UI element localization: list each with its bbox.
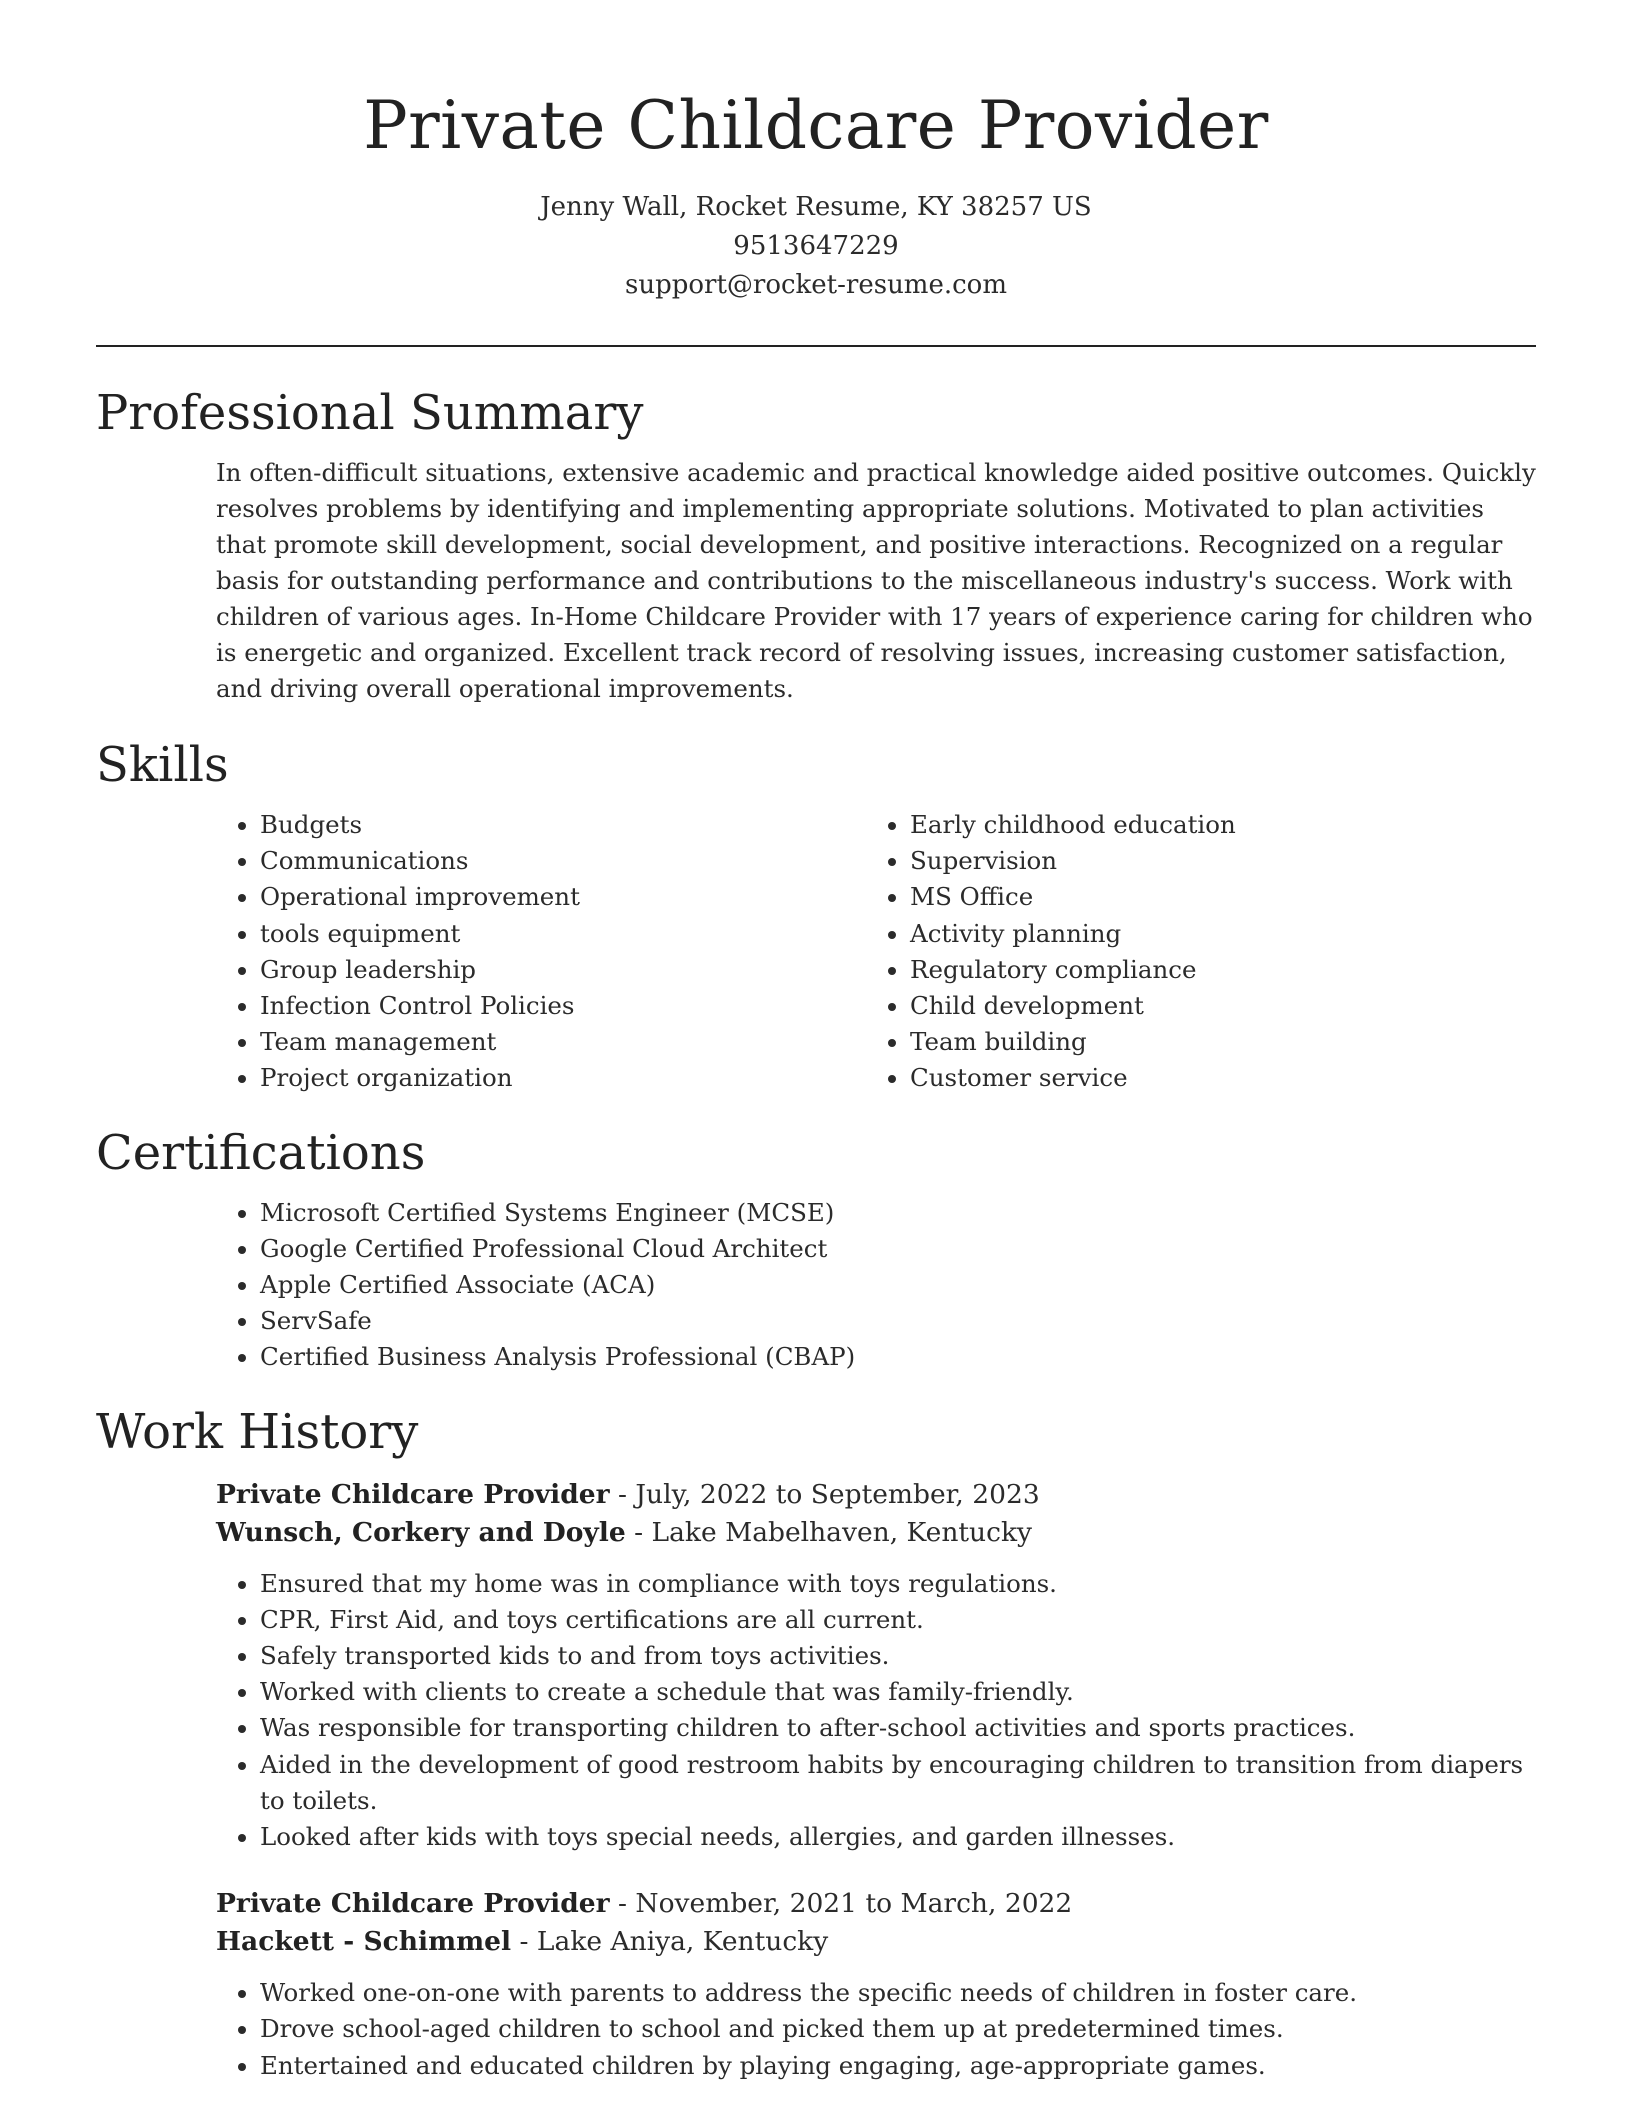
skill-item: • Communications <box>260 843 866 879</box>
summary-section <box>96 383 1536 707</box>
job-bullets <box>216 1975 1536 2084</box>
job-bullet: • Safely transported kids to and from toys activities. <box>260 1638 1536 1674</box>
header-divider <box>96 345 1536 347</box>
job-bullets <box>216 1566 1536 1856</box>
skill-item: • Supervision <box>910 843 1516 879</box>
work-history-heading: Work History <box>96 1403 419 1460</box>
contact-phone: 9513647229 <box>733 231 899 261</box>
certification-item: • Certified Business Analysis Professional (CBAP) <box>260 1339 1536 1375</box>
skills-section <box>96 735 1536 1097</box>
certifications-section <box>96 1123 1536 1376</box>
work-history-section <box>96 1402 1536 2084</box>
contact-address: Jenny Wall, Rocket Resume, KY 38257 US <box>540 192 1092 222</box>
job-location: - Lake Aniya, Kentucky <box>511 1926 829 1958</box>
skills-list-right <box>866 807 1516 1097</box>
skill-item: • Operational improvement <box>260 879 866 915</box>
job-bullet: • Was responsible for transporting children to after-school activities and sports practices. <box>260 1710 1536 1746</box>
skill-item: • MS Office <box>910 879 1516 915</box>
job-bullets-wrap <box>216 1566 1536 1856</box>
skill-item: • Team building <box>910 1024 1516 1060</box>
certification-item: • Google Certified Professional Cloud Architect <box>260 1231 1536 1267</box>
job-bullet: • CPR, First Aid, and toys certifications are all current. <box>260 1602 1536 1638</box>
certification-item: • ServSafe <box>260 1303 1536 1339</box>
job-company-line <box>216 1514 1536 1552</box>
job-entry <box>216 1885 1536 2084</box>
contact-block <box>96 188 1536 305</box>
skills-column-right <box>866 807 1516 1097</box>
job-bullet: • Looked after kids with toys special needs, allergies, and garden illnesses. <box>260 1819 1536 1855</box>
resume-title: Private Childcare Provider <box>363 87 1269 164</box>
job-dates: - July, 2022 to September, 2023 <box>609 1478 1040 1510</box>
job-header <box>216 1885 1536 1961</box>
certifications-list-wrap <box>216 1195 1536 1376</box>
skill-item: • Budgets <box>260 807 866 843</box>
resume-page <box>96 0 1536 2084</box>
certification-item: • Apple Certified Associate (ACA) <box>260 1267 1536 1303</box>
job-bullets-wrap <box>216 1975 1536 2084</box>
job-bullet: • Aided in the development of good restroom habits by encouraging children to transition from diapers to toilets. <box>260 1747 1536 1819</box>
skill-item: • Group leadership <box>260 952 866 988</box>
job-header <box>216 1476 1536 1552</box>
skill-item: • Early childhood education <box>910 807 1516 843</box>
job-bullet: • Ensured that my home was in compliance with toys regulations. <box>260 1566 1536 1602</box>
skill-item: • Activity planning <box>910 916 1516 952</box>
job-bullet: • Drove school-aged children to school and picked them up at predetermined times. <box>260 2011 1536 2047</box>
skill-item: • Customer service <box>910 1060 1516 1096</box>
summary-heading: Professional Summary <box>96 385 644 441</box>
skills-grid <box>216 807 1536 1097</box>
job-bullet: • Worked one-on-one with parents to address the specific needs of children in foster care. <box>260 1975 1536 2011</box>
skills-heading: Skills <box>96 737 229 793</box>
job-bullet: • Worked with clients to create a schedule that was family-friendly. <box>260 1674 1536 1710</box>
job-dates: - November, 2021 to March, 2022 <box>609 1888 1073 1920</box>
job-title-line <box>216 1885 1536 1923</box>
job-company: Wunsch, Corkery and Doyle <box>216 1516 626 1548</box>
certifications-list <box>216 1195 1536 1376</box>
skill-item: • Team management <box>260 1024 866 1060</box>
skills-column-left <box>216 807 866 1097</box>
skill-item: • Child development <box>910 988 1516 1024</box>
job-title: Private Childcare Provider <box>216 1888 610 1920</box>
job-bullet: • Entertained and educated children by playing engaging, age-appropriate games. <box>260 2048 1536 2084</box>
job-title-line <box>216 1476 1536 1514</box>
job-location: - Lake Mabelhaven, Kentucky <box>625 1516 1032 1548</box>
job-title: Private Childcare Provider <box>216 1478 610 1510</box>
job-company-line <box>216 1923 1536 1961</box>
certifications-heading: Certifications <box>96 1124 426 1181</box>
job-entry <box>216 1476 1536 1856</box>
skill-item: • Regulatory compliance <box>910 952 1516 988</box>
contact-email: support@rocket-resume.com <box>624 270 1007 300</box>
skill-item: • tools equipment <box>260 916 866 952</box>
resume-header <box>96 0 1536 305</box>
certification-item: • Microsoft Certified Systems Engineer (MCSE) <box>260 1195 1536 1231</box>
summary-text: In often-difficult situations, extensive academic and practical knowledge aided positive outcomes. Quickly resolves problems by identifying and implementing appropriate solutions. Motivated to plan activities that promote skill development, social development, and positive interactions. Recognized on a regular basis for outstanding performance and contributions to the miscellaneous industry's success. Work with children of various ages. In-Home Childcare Provider with 17 years of experience caring for children who is energetic and organized. Excellent track record of resolving issues, increasing customer satisfaction, and driving overall operational improvements. <box>216 458 1536 703</box>
job-company: Hackett - Schimmel <box>216 1926 512 1958</box>
skills-list-left <box>216 807 866 1097</box>
skill-item: • Infection Control Policies <box>260 988 866 1024</box>
skill-item: • Project organization <box>260 1060 866 1096</box>
